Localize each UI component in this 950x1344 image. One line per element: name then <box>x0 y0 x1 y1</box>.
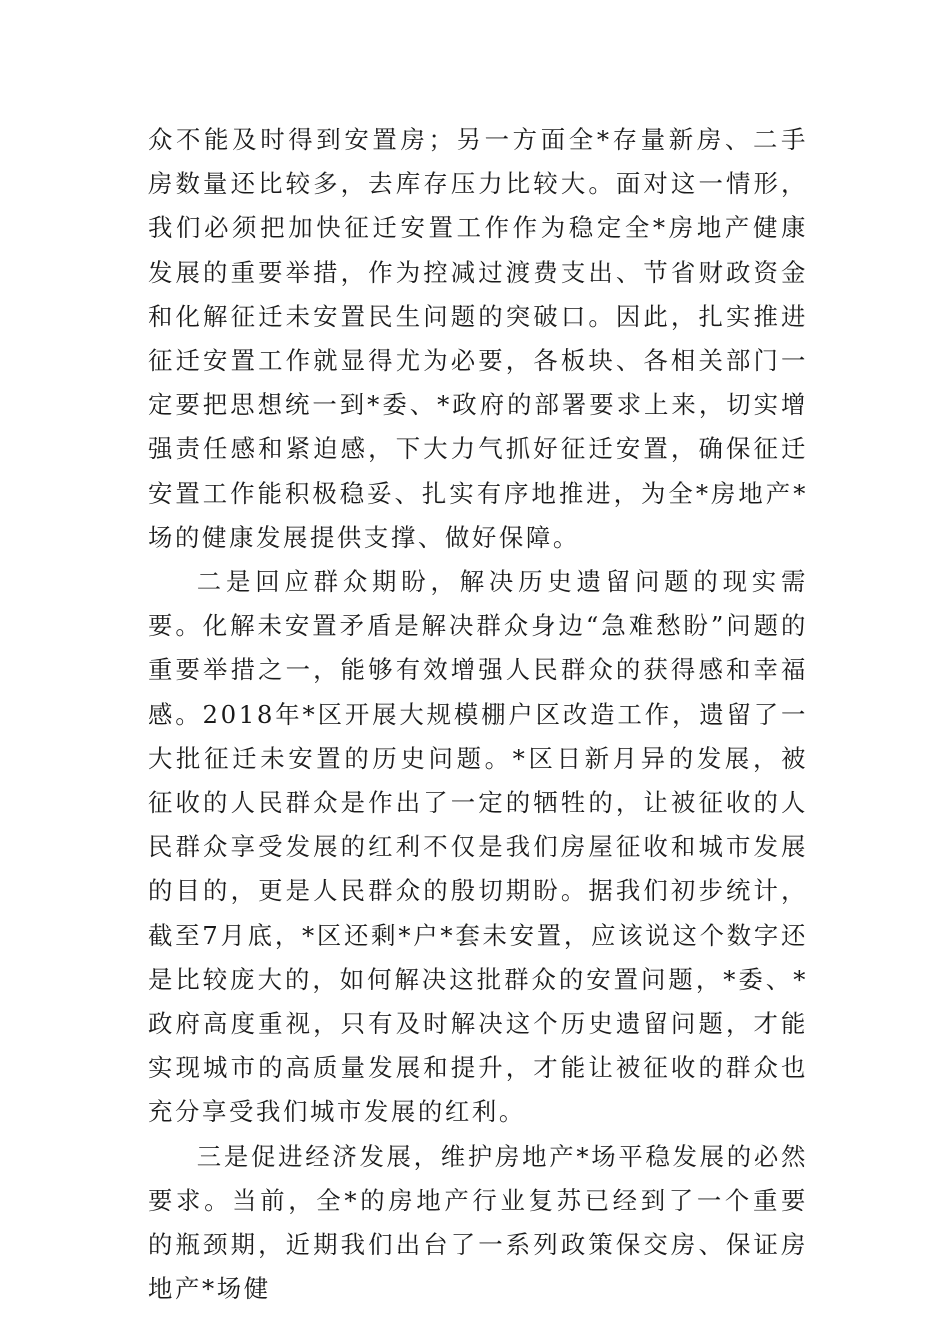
document-body <box>148 118 808 1311</box>
paragraph-continuation: 众不能及时得到安置房；另一方面全*存量新房、二手房数量还比较多，去库存压力比较大。面对这一情形，我们必须把加快征迁安置工作作为稳定全*房地产健康发展的重要举措，作为控减过渡费支出、节省财政资金和化解征迁未安置民生问题的突破口。因此，扎实推进征迁安置工作就显得尤为必要，各板块、各相关部门一定要把思想统一到*委、*政府的部署要求上来，切实增强责任感和紧迫感，下大力气抓好征迁安置，确保征迁安置工作能积极稳妥、扎实有序地推进，为全*房地产*场的健康发展提供支撑、做好保障。 <box>148 125 808 552</box>
paragraph-point-three: 三是促进经济发展，维护房地产*场平稳发展的必然要求。当前，全*的房地产行业复苏已经到了一个重要的瓶颈期，近期我们出台了一系列政策保交房、保证房地产*场健 <box>148 1141 808 1304</box>
paragraph-point-two: 二是回应群众期盼，解决历史遗留问题的现实需要。化解未安置矛盾是解决群众身边“急难愁盼”问题的重要举措之一，能够有效增强人民群众的获得感和幸福感。2018年*区开展大规模棚户区改造工作，遗留了一大批征迁未安置的历史问题。*区日新月异的发展，被征收的人民群众是作出了一定的牺牲的，让被征收的人民群众享受发展的红利不仅是我们房屋征收和城市发展的目的，更是人民群众的殷切期盼。据我们初步统计，截至7月底，*区还剩*户*套未安置，应该说这个数字还是比较庞大的，如何解决这批群众的安置问题，*委、*政府高度重视，只有及时解决这个历史遗留问题，才能实现城市的高质量发展和提升，才能让被征收的群众也充分享受我们城市发展的红利。 <box>148 567 808 1127</box>
